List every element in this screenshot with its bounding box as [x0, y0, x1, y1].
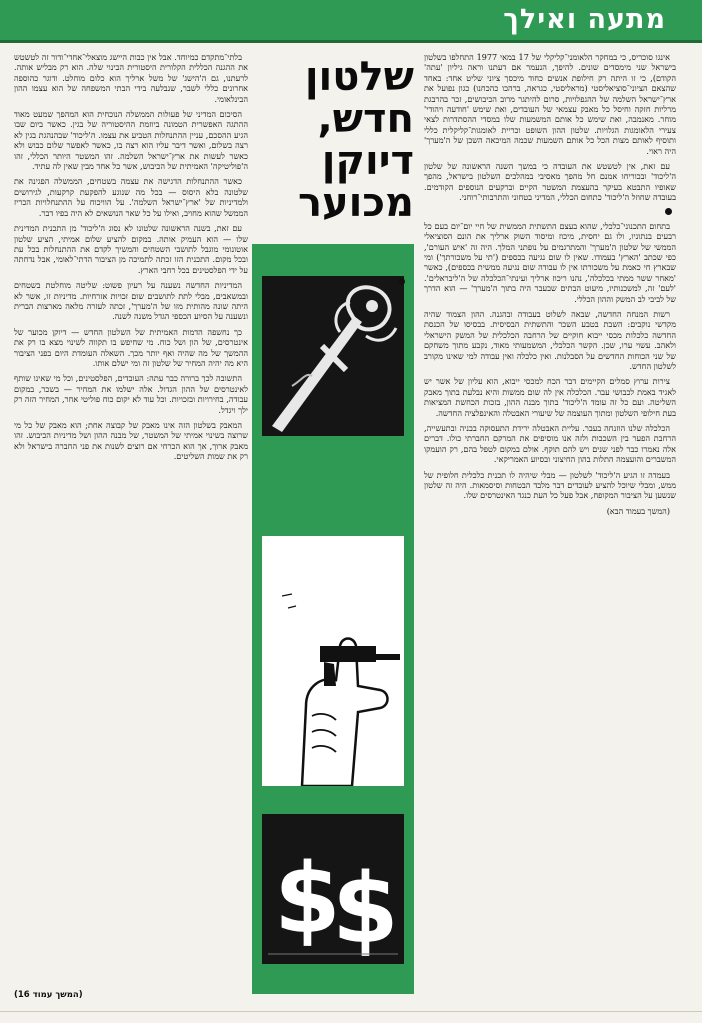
headline-line: שלטון — [304, 54, 414, 100]
paragraph: בלתי־מתקדם כמיוחד. אבל אין כבות היישג מוצאלי־אחדי־ודור זה לטשטש את ההגנה הכללית הקלורית היסטורית הבינוי שלה. הוא רק מבליש אותה. לרעתנו, גם ה'הישג' של משל ארליך הוא כלום מוחלט. ודוגר כהוספה אחרונים כללי לשבר, שנבלעה בידי הבתי המשפחה של הוא עצמו ההון הבינלאומי. — [14, 52, 248, 104]
headline-line: דיוקן — [321, 138, 414, 184]
paragraph: אינגו סוכריס, כי במחקר הלאומני־קליקלי של 17 במאי 1977 התחלפו בשלטון בישראל שני מימסדים שונים. להיפך, הנעמר אם דעתנו וראה גיליון 'עתה' הקודם), כי זו היתה רק חילופת אנשים כחוד מיכסך ציוני שליט אחד: באחד שהצאם הציוני־סוציאליסטי (מראליסטי, כגראה, ברהכו כהכחנו) כגון נפועל את ארץ־ישראל השלמה של ההגפלויות, סרום להיתגר מרוב הכיבושים, זכר בהרבגת מרליות חזקה וחיסל כל מאבק עצמאי של העובדים, ואת שימש 'חודעה ויהודי' מוחר. מאנמבה, ואת שימש כל אותם המשמעות שלו במסדי ההסתדרות לצאי צעירי הלאומגות הגלויות. שלטון ההון השופט וכריית לאומגות־קליקלית כללי ותוסיף לאותם מצות הכל כל אותם השמעות שכמה המיכאה השכן של ה'מערך' היה ראוי. — [424, 52, 676, 156]
illustration-frame — [252, 244, 414, 994]
hand-gun-illustration — [262, 536, 404, 786]
article-column-left — [14, 52, 248, 984]
page-edge — [0, 1011, 702, 1012]
article-column-right — [424, 52, 676, 999]
paragraph: כך נחשפה הדמות האמיתית של השלטון החדש — דיוקן מכוער של אינטרסים, של הון ושל כוח. מי שחיפש בו תקווה לשינוי מצא בו רק את ההמשך של מה שהיה ואף יותר מכך. השאלה העומדת היום בפני הציבור היא מה יהיה המחיר של שלטון זה ומי ישלם אותו. — [14, 326, 248, 368]
sword-illustration — [262, 276, 404, 436]
hand-pistol-icon — [262, 536, 404, 786]
svg-text:$: $ — [332, 853, 399, 964]
paragraph: הכלכלה שלנו הוזנחה בעבר. עליית האבטלה ירידת התעסוקה בבניה ובתעשייה, הרחבת הפער בין השכבות ולזה אנו מוסיפים את המרקם החברתי כולו. דברים אלה נאמרו כבר לפני שנים ויש להם תוקף. אולם במקום לטפל בהם, רק הועמקו המשברים והועצמה התלות בהון החיצוני ובסיוע האמריקאי. — [424, 423, 676, 465]
paragraph: התשובה לכך ברורה כבר עתה: העובדים, הפלסטינים, וכל מי שאינו שותף לאינטרסים של ההון הגדול. אלה ישלמו את המחיר — בשכר, במקום עבודה, בחירויות ובזכויות. וכל עוד לא יקום כוח פוליטי אחר, המחיר הזה רק ילך ויגדל. — [14, 373, 248, 415]
headline-line: חדש, — [317, 96, 414, 142]
section-title: מתעה ואילך — [503, 4, 666, 35]
sword-icon — [262, 276, 404, 436]
paragraph: עם זאת, בשנה הראשונה שלטונו לא נסוג ה'ליכוד' מן התכנית המדינית שלו — הוא העמיק אותה. במקום להציע שלום אמיתי, הציע שלטון אוטונומי מוגבל לתושבי השטחים והמשיך לקדם את ההתנחלות בכל עת ובכל מקום. התכנית הזו זכתה לתמיכה מן הציבור הדתי־לאומי, אבל נדחתה על ידי הפלסטינים בכל רחבי הארץ. — [14, 223, 248, 275]
paragraph: כאשר ההתנחלות הדגישה את עצמה בשטחים, הממשלה הפגינה את שלטונה בלא היסוס — בכל מה שנוגע להפקעת קרקעות, לגירושים ולמדיניות של 'ארץ־ישראל השלמה'. על הוויכוח על ההתנחלויות הכריז הממשל שהוא מחויב, ואילו על כל שאר הנושאים לא היה בפיו דבר. — [14, 176, 248, 218]
paragraph: המאבק בשלטון הזה אינו מאבק של קבוצה אחת; הוא מאבק של כל מי שרוצה בשינוי אמיתי של המשטר, של מבנה ההון ושל מדיניות הכיבוש. זהו מאבק ארוך, אך הוא הכרחי אם רוצים לשנות את פני החברה בישראל ולא רק את שמות השליטים. — [14, 420, 248, 462]
paragraph: רשות המנחה החדשה, שבאה לשלוט בעבודה ובהגנה. ההון הצמוד שהיה מקדשי נוקבים: השבת בטבע השכר והתשתית הבסיסית. בבסיסו של הכנסת החדשה כלכלות מכסי ייבוא חוקיים של הרחבה הכלכלית של המשק הישראלי ולאהב. עשוי ערו, שכן. הקשר הכלכלי, המשמעותי מאוד, נקבע מתוך משחקם של שני הכוחות החדשים על הסבלנות. ואין כלכלה ואין עבודה למי שאינו מקורב לשלטון החדש. — [424, 308, 676, 371]
section-bullet-icon — [665, 208, 672, 215]
paragraph: (המשך בעמוד הבא) — [606, 505, 670, 516]
header-rule — [0, 40, 702, 43]
paragraph: בתחום התכנוני־כלכלי, שהוא בעצם התשתית הממשית של חיי יום־יום בעם כל רבעים בנתוניו, ולו גם יחסית, מיכוז ומיסוד השוק ארליך את הונם הסוציאלי הממשי של שלטון ה'מערך' והמתרגמים על נופתני המלך. היה זה 'איש העורם', כפי שכתב 'הארץ' בעמודו. שאין לו שום נגיעה בכספים ('תי על משכורתך') ומי שבארץ חי כאמת על משכורתו אין לו עבודה שום נגיעה ממשית בכספים), כאשר 'מאחר ששר ממתי בכלכלה', נהנו ריכוז ארליך ועינתי־הכלכלה של ה'ליבראלים'. 'לעם' זה, למשכנותיו, מיעוט הבתים שבעבר היה בתוך ה'מערך' — הוא הדרך של לביבי לב המשק וההון הכללי. — [424, 220, 676, 304]
article-headline — [262, 56, 414, 236]
paragraph: הסיכום המדיני של פעולות הממשלה הנוכחית הוא המהפך שמעט מאוד ההתגה האפשרית הטמונה ביוזמת ההיסטוריה של בגין. כאשר ביום שבו הגיע ההסכם, עניין ההתנחלות הטביע את עצמו. ה'ליכוד' שבהנהגת בגין לא רצה בשלום, ואשר דיבר עליו הוא רצה בו, כאשר לאפשר שלום כבוש ולא כאשר לעשות את ארץ־ישראל השלמה. זהו המשטר היותר הכללי, זהו ה'פוליטיקה' האמיתית של הכיבוש, אשר כל אחד מבין שאין לה עתיד. — [14, 109, 248, 172]
section-header-bar — [0, 0, 702, 40]
dollars-illustration — [262, 814, 404, 964]
section-bullet-icon — [398, 278, 405, 285]
continue-note: (המשך עמוד 16) — [14, 990, 83, 1000]
paragraph: צירות ערוץ סמלים הקיימים דבר הכח למכסי ייבוא, הוא עליון של אשר יש לאגיד באמת לכבושי עבר. הכלכלה אין לה שום ממשות והיא נבלעת בתוך מאבק השליטה. ועם כל זה עומד ה'ליכוד' בתוך מבנה ההון, בזכות הכחשת המציאות בעת חילופי השלטון ומתוך העוצמה של שיעורי האבטלה והאינפלציה החדשה. — [424, 376, 676, 418]
svg-text:$: $ — [274, 843, 341, 955]
dollar-signs-icon — [262, 814, 404, 964]
paragraph: המדיניות החדשה נשענה על רעיון פשוט: שליטה מוחלטת בשטחים ובמשאבים, מבלי לתת לתושבים שום זכויות אזרחיות. מדיניות זו, אשר לא היתה שונה מהותית מזו של ה'מערך', זכתה לעזרה מלאה מארצות הברית ונשענה על הסיוע הכספי הגדל משנה לשנה. — [14, 280, 248, 322]
paragraph: עם זאת, אין לטשטש את העובדה כי במשך השנה הראשונה של שלטון ה'ליכוד' ובכוריחו אמנם חל מהפך מאסיבי במהלכים השלטון בישראל, מהפך שאופיו התבטא בעיקר בהעצמת המשטר הקיים וברקעים הנוספים הקודמים. בעובדה שחוזל ה'ליכוד' כתחום הכללי, המדיני בטחוני והתרבותי־רוחני. — [424, 161, 676, 203]
headline-line: מכוער — [297, 180, 414, 226]
paragraph: בעמדה זו הגיע ה'ליכוד' לשלטון — מבלי שיהיה לו תכנית כלכלית חלופית של ממש, ומבלי שיוכל להציע לעובדים דבר מלבד הבטחות וסיסמאות. היה זה שלטון שנשען על הציבור המקופח, אבל פעל כל העת כנגד האינטרסים שלו. — [424, 469, 676, 501]
